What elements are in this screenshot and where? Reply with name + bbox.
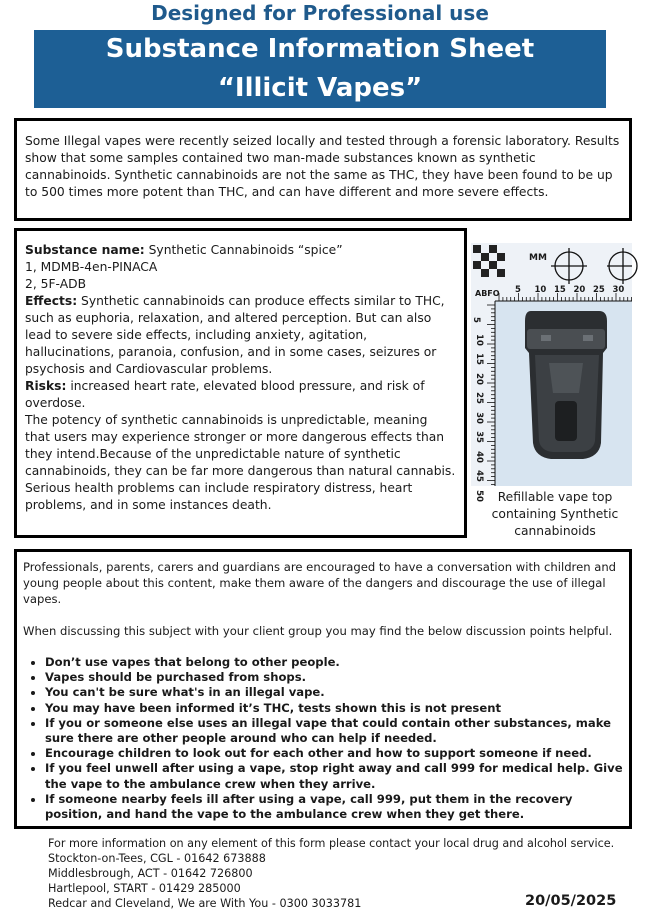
contact-footer: [48, 836, 615, 911]
ruler-top-tick-label: 5: [515, 285, 521, 295]
ruler-side-tick-label: 30: [473, 411, 484, 424]
footer-line: Middlesbrough, ACT - 01642 726800: [48, 867, 253, 880]
ruler-side-tick-label: 35: [473, 431, 484, 443]
footer-line: Hartlepool, START - 01429 285000: [48, 882, 241, 895]
page-title: Substance Information Sheet: [105, 34, 535, 64]
vape-photo: [470, 243, 632, 502]
ruler-side-tick-label: 5: [470, 317, 481, 323]
discussion-points: [23, 655, 623, 822]
ruler-top-tick-label: 25: [593, 285, 605, 295]
ruler-side-tick-label: 10: [473, 333, 484, 346]
ruler-side-tick-label: 40: [473, 450, 484, 463]
effects-paragraph: [25, 293, 456, 378]
risks-text: increased heart rate, elevated blood pressure, and risk of overdose.: [25, 379, 425, 410]
ruler-corner: ABFO: [475, 289, 500, 298]
substance-item-2: 2, 5F-ADB: [25, 277, 87, 291]
footer-line: For more information on any element of this form please contact your local drug and alcohol service.: [48, 837, 615, 850]
ruler-side-labels: [470, 301, 495, 502]
ruler-side-tick-label: 50: [473, 489, 484, 502]
discussion-intro: Professionals, parents, carers and guardians are encouraged to have a conversation with children and young people about this content, make them aware of the dangers and discourage the use of illegal vapes.: [23, 560, 617, 606]
substance-name-line: [25, 242, 456, 259]
substance-box: [14, 228, 467, 538]
ruler-side-tick-label: 20: [473, 372, 484, 385]
substance-item-1: 1, MDMB-4en-PINACA: [25, 260, 158, 274]
discussion-point: • Vapes should be purchased from shops.: [45, 670, 623, 685]
discussion-box: [14, 549, 632, 829]
effects-text: Synthetic cannabinoids can produce effects similar to THC, such as euphoria, relaxation, and altered perception. But can also lead to severe side effects, including anxiety, agitation, hallucinations, paranoia, confusion, and in some cases, seizures or psychosis and Cardiovascular problems.: [25, 294, 445, 376]
page-subtitle: “Illicit Vapes”: [217, 73, 423, 103]
discussion-point: • You may have been informed it’s THC, tests shown this is not present: [45, 701, 623, 716]
photo-caption: Refillable vape top containing Synthetic cannabinoids: [491, 490, 619, 538]
ruler-side-tick-label: 15: [473, 353, 484, 365]
ruler-top-tick-label: 30: [612, 285, 625, 295]
potency-paragraph: The potency of synthetic cannabinoids is unpredictable, meaning that users may experience stronger or more dangerous effects than they intend.Because of the unpredictable nature of synthetic cannabinoids, they can be far more dangerous than natural cannabis. Serious health problems can include respiratory distress, heart problems, and in some instances death.: [25, 413, 456, 512]
discussion-point: • Encourage children to look out for each other and how to support someone if need.: [45, 746, 623, 761]
footer-line: Redcar and Cleveland, We are With You - 0300 3033781: [48, 897, 362, 910]
top-label: Designed for Professional use: [151, 1, 489, 25]
risks-label: Risks:: [25, 379, 67, 393]
intro-box: [14, 118, 632, 221]
title-banner: [34, 30, 606, 108]
risks-paragraph: [25, 378, 456, 412]
effects-label: Effects:: [25, 294, 78, 308]
discussion-point: • If you feel unwell after using a vape, stop right away and call 999 for medical help. Give the vape to the ambulance crew when they arrive.: [45, 761, 623, 791]
ruler-top-tick-label: 15: [554, 285, 566, 295]
substance-name-value: Synthetic Cannabinoids “spice”: [144, 243, 343, 257]
footer-line: Stockton-on-Tees, CGL - 01642 673888: [48, 852, 266, 865]
ruler-side-tick-label: 25: [473, 392, 484, 404]
substance-name-label: Substance name:: [25, 243, 145, 257]
ruler-unit: MM: [529, 253, 547, 263]
discussion-point: • You can't be sure what's in an illegal vape.: [45, 685, 623, 700]
ruler-top-tick-label: 10: [534, 285, 547, 295]
discussion-point: • If someone nearby feels ill after using a vape, call 999, put them in the recovery position, and hand the vape to the ambulance crew when they get there.: [45, 792, 623, 822]
discussion-point: • Don’t use vapes that belong to other people.: [45, 655, 623, 670]
intro-text: Some Illegal vapes were recently seized locally and tested through a forensic laboratory. Results show that some samples contained two man-made substances known as synthetic cannabinoids. Synthetic cannabinoids are not the same as THC, they have been found to be up to 500 times more potent than THC, and can have different and more severe effects.: [25, 134, 620, 199]
discussion-point: • If you or someone else uses an illegal vape that could contain other substances, make sure there are other people around who can help if needed.: [45, 716, 623, 746]
ruler-top-tick-label: 20: [573, 285, 586, 295]
issue-date: 20/05/2025: [525, 893, 617, 909]
ruler-side-tick-label: 45: [473, 470, 484, 482]
discussion-lead: When discussing this subject with your client group you may find the below discussion points helpful.: [23, 624, 613, 638]
